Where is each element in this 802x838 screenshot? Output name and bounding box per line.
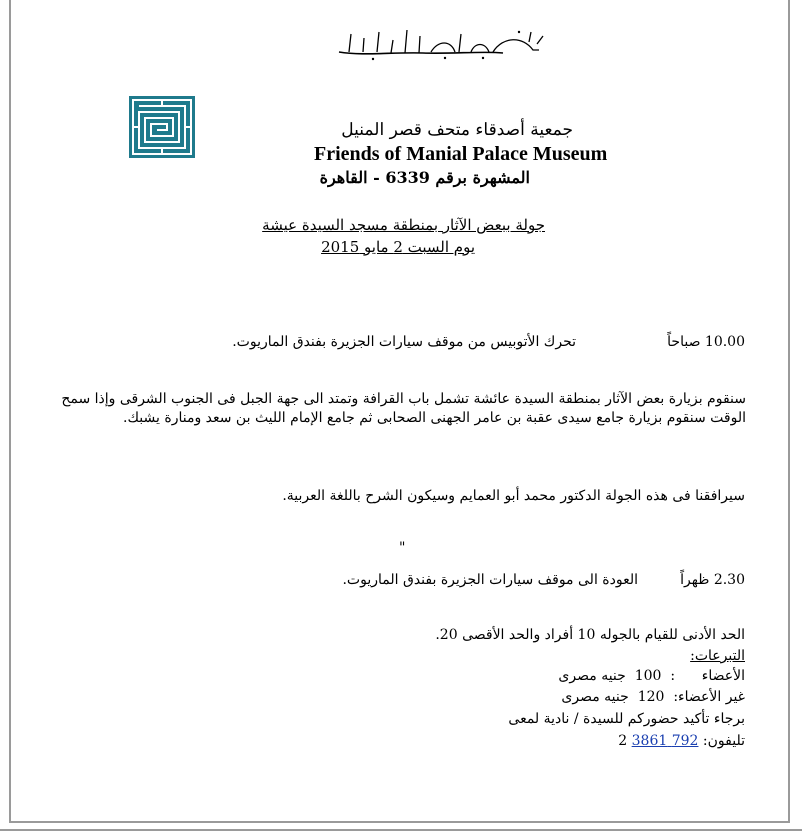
phone-line [618, 733, 745, 749]
departure-time: 10.00 صباحاً [667, 334, 745, 350]
registration-number: المشهرة برقم 6339 - القاهرة [319, 168, 530, 187]
group-size-text: الحد الأدنى للقيام بالجوله 10 أفراد والحد الأقصى 20. [435, 627, 745, 643]
phone-label: تليفون: [702, 733, 745, 749]
guide-text: سيرافقنا فى هذه الجولة الدكتور محمد أبو العمايم وسيكون الشرح باللغة العربية. [282, 488, 745, 504]
phone-number-link[interactable]: 792 3861 [631, 733, 699, 749]
return-text: العودة الى موقف سيارات الجزيرة بفندق الماريوت. [342, 572, 638, 588]
basmala-calligraphy-icon [333, 22, 549, 64]
document-page [9, 0, 790, 823]
visit-description: سنقوم بزيارة بعض الآثار بمنطقة السيدة عائشة تشمل باب القرافة وتمتد الى جهة الجبل فى الجنوب الشرقى وإذا سمح الوقت سنقوم بزيارة جامع سيدى عقبة بن عامر الجهنى الصحابى ثم جامع الإمام الليث بن سعد ومنارة يشبك. [61, 391, 746, 426]
return-time: 2.30 ظهراً [680, 572, 745, 588]
donations-heading: التبرعات: [690, 648, 745, 664]
departure-text: تحرك الأتوبيس من موقف سيارات الجزيرة بفندق الماريوت. [232, 334, 576, 350]
phone-prefix: 2 [618, 733, 628, 749]
association-title-english: Friends of Manial Palace Museum [314, 143, 608, 165]
confirmation-text: برجاء تأكيد حضوركم للسيدة / نادية لمعى [508, 711, 745, 727]
event-date: يوم السبت 2 مايو 2015 [321, 238, 475, 256]
page-bottom-rule [0, 829, 802, 831]
maze-logo-icon [129, 96, 195, 158]
event-title: جولة ببعض الآثار بمنطقة مسجد السيدة عيشة [262, 216, 545, 234]
members-fee: الأعضاء : 100 جنيه مصرى [558, 668, 745, 684]
association-title-arabic: جمعية أصدقاء متحف قصر المنيل [341, 120, 573, 140]
ditto-mark: " [399, 540, 406, 556]
non-members-fee: غير الأعضاء: 120 جنيه مصرى [561, 689, 745, 705]
